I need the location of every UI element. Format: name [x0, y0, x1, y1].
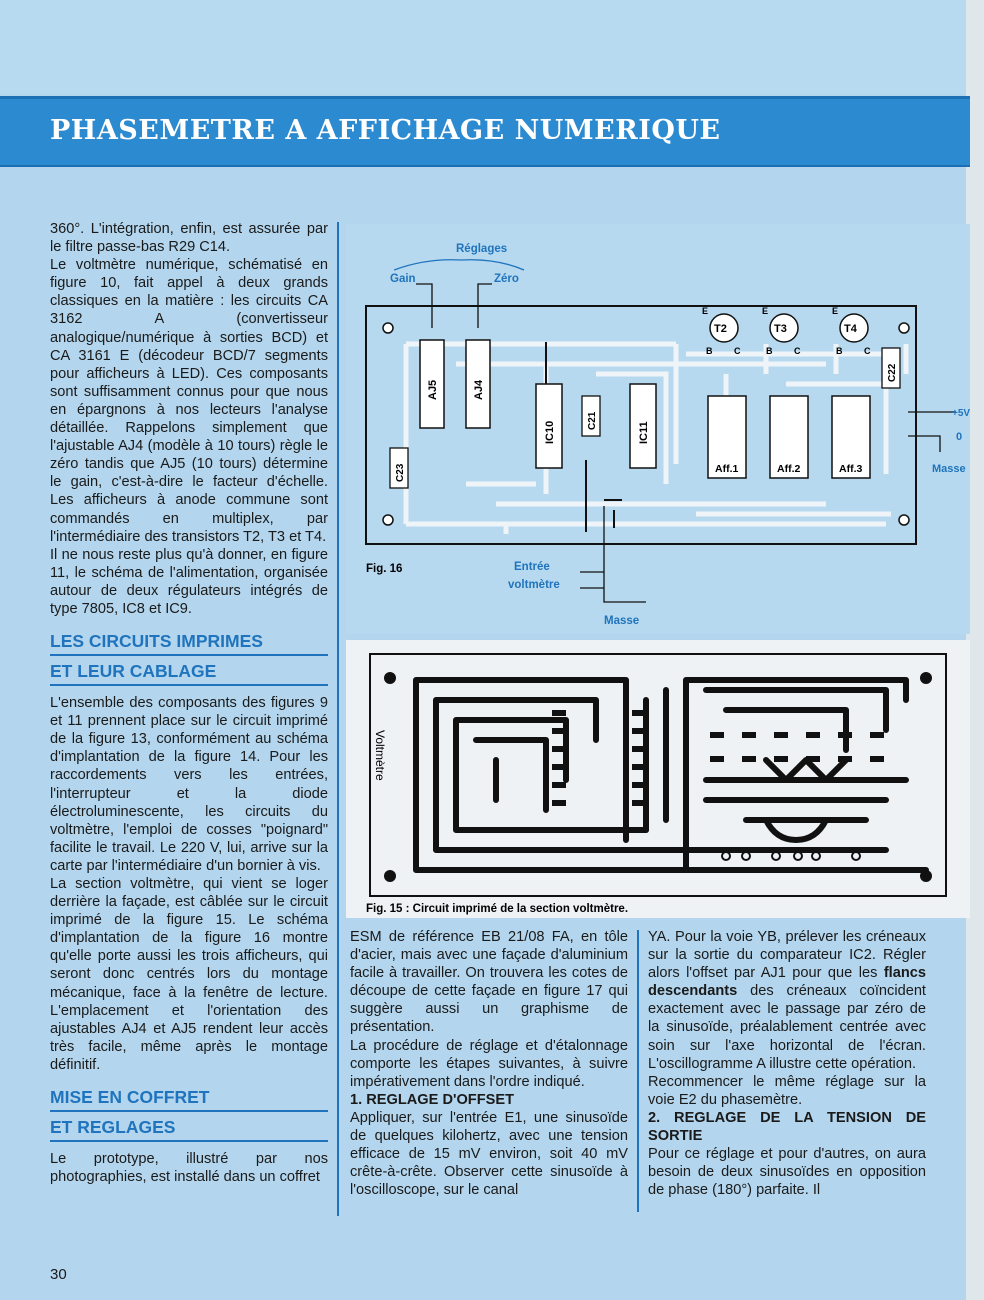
board-label: Voltmètre: [373, 730, 387, 781]
column-rule: [637, 930, 639, 1212]
t3-label: T3: [774, 323, 787, 335]
page-number: 30: [50, 1266, 67, 1283]
paragraph: La section voltmètre, qui vient se loger derrière la façade, est câblée sur le circuit imprimé de la figure 15. Le schéma d'implantation de la figure 16 montre qu'elle porte aussi les trois afficheurs, qui seront donc centrés lors du montage mécanique, face à la fenêtre de lecture. L'emplacement et l'orientation des ajustables AJ4 et AJ5 rendent leur accès très facile, même après le montage définitif.: [50, 876, 328, 1073]
figure-15: [346, 640, 970, 918]
plus5-label: +5V: [952, 408, 970, 419]
c22-label: C22: [887, 363, 898, 382]
paragraph: La procédure de réglage et d'étalonnage comporte les étapes suivantes, à suivre impérativement dans l'ordre indiqué.: [350, 1037, 628, 1090]
aff1-label: Aff.1: [715, 463, 739, 475]
paragraph: Pour ce réglage et pour d'autres, on aura besoin de deux sinusoïdes en opposition de phase (180°) parfaite. Il: [648, 1146, 926, 1199]
aj5-label: AJ5: [427, 379, 439, 400]
paragraph: Le voltmètre numérique, schématisé en figure 10, fait appel à deux grands classiques en la matière : les circuits CA 3162 A (convertisseur analogique/numérique à sorties BCD) et CA 3161 E (décodeur BCD/7 segments pour afficheurs à LED). Ces composants sont suffisamment connus pour que nous en épargnons à nos lecteurs l'analyse détaillée. Rappelons simplement que l'ajustable AJ4 (modèle à 10 tours) règle le zéro tandis que AJ5 (10 tours) détermine le gain, c'est-à-dire le facteur d'échelle. Les afficheurs à anode commune sont commandés en multiplex, par l'intermédiaire des transistors T2, T3 et T4.: [50, 257, 328, 545]
ic11-label: IC11: [638, 421, 650, 444]
e-pin-label: E: [762, 306, 769, 316]
b-pin-label: B: [706, 346, 713, 356]
aj4-label: AJ4: [473, 379, 485, 400]
left-column: [50, 220, 328, 1186]
section-heading: ET REGLAGES: [50, 1114, 328, 1142]
section-heading: MISE EN COFFRET: [50, 1084, 328, 1112]
masse-bottom-label: Masse: [604, 615, 640, 627]
figure-16: [346, 224, 970, 634]
c21-label: C21: [587, 411, 598, 430]
fig16-caption: Fig. 16: [366, 563, 403, 575]
entree-label: Entrée: [514, 561, 550, 573]
aff2-label: Aff.2: [777, 463, 801, 475]
zero-label: Zéro: [494, 273, 519, 285]
voltmetre-label: voltmètre: [508, 579, 560, 591]
aff3-label: Aff.3: [839, 463, 863, 475]
paragraph: Recommencer le même réglage sur la voie E2 du phasemètre.: [648, 1073, 926, 1108]
text-run: YA. Pour la voie YB, prélever les créneaux sur la sortie du comparateur IC2. Régler alors l'offset par AJ1 pour que les: [648, 929, 926, 982]
brace: [394, 260, 524, 270]
t4-label: T4: [844, 323, 857, 335]
text-run: des créneaux coïncident exactement avec le passage par zéro de la sinusoïde, préalablement centrée avec soin sur l'axe horizontal de l'écran. L'oscillogramme A illustre cette opération.: [648, 983, 926, 1072]
ic10-label: IC10: [544, 420, 556, 444]
paragraph: 360°. L'intégration, enfin, est assurée par le filtre passe-bas R29 C14.: [50, 221, 328, 256]
c23-label: C23: [395, 463, 406, 482]
e-pin-label: E: [832, 306, 839, 316]
column-rule: [337, 222, 339, 1216]
c-pin-label: C: [734, 346, 741, 356]
reglages-label: Réglages: [456, 243, 508, 255]
paragraph: Appliquer, sur l'entrée E1, une sinusoïde de quelques kilohertz, avec une tension efficace de 15 mV environ, soit 40 mV crête-à-crête. Observer cette sinusoïde à l'oscilloscope, sur le canal: [350, 1109, 628, 1199]
paragraph: [648, 928, 926, 1073]
page-title: PHASEMETRE A AFFICHAGE NUMERIQUE: [50, 115, 721, 146]
right-column: [648, 928, 926, 1199]
c-pin-label: C: [794, 346, 801, 356]
t2-label: T2: [714, 323, 727, 335]
subheading: 1. REGLAGE D'OFFSET: [350, 1091, 515, 1108]
fig15-caption: Fig. 15 : Circuit imprimé de la section voltmètre.: [366, 903, 629, 915]
paragraph: ESM de référence EB 21/08 FA, en tôle d'acier, mais avec une façade d'aluminium facile à travailler. On trouvera les cotes de découpe de cette façade en figure 17 qui suggère aussi un graphisme de présentation.: [350, 929, 628, 1036]
masse-right-label: Masse: [932, 463, 966, 475]
section-heading: ET LEUR CABLAGE: [50, 658, 328, 686]
b-pin-label: B: [766, 346, 773, 356]
subheading: 2. REGLAGE DE LA TENSION DE SORTIE: [648, 1109, 926, 1145]
b-pin-label: B: [836, 346, 843, 356]
paragraph: Le prototype, illustré par nos photographies, est installé dans un coffret: [50, 1151, 328, 1186]
zero-v-label: 0: [956, 431, 963, 443]
paragraph: L'ensemble des composants des figures 9 et 11 prennent place sur le circuit imprimé de la figure 13, conformément au schéma d'implantation de la figure 14. Pour les raccordements vers les entrées, l'interrupteur et la diode électroluminescente, les circuits du voltmètre, l'emploi de cosses "poignard" facilite le travail. Le 220 V, lui, arrive sur la carte par l'intermédiaire d'un bornier à vis.: [50, 695, 328, 874]
gain-label: Gain: [390, 273, 416, 285]
middle-column: [350, 928, 628, 1199]
top-margin: [0, 0, 984, 94]
e-pin-label: E: [702, 306, 709, 316]
section-heading: LES CIRCUITS IMPRIMES: [50, 628, 328, 656]
c-pin-label: C: [864, 346, 871, 356]
emphasis: flancs descendants: [648, 965, 926, 1000]
paragraph: Il ne nous reste plus qu'à donner, en figure 11, le schéma de l'alimentation, organisée autour de deux régulateurs intégrés de type 7805, IC8 et IC9.: [50, 546, 328, 617]
